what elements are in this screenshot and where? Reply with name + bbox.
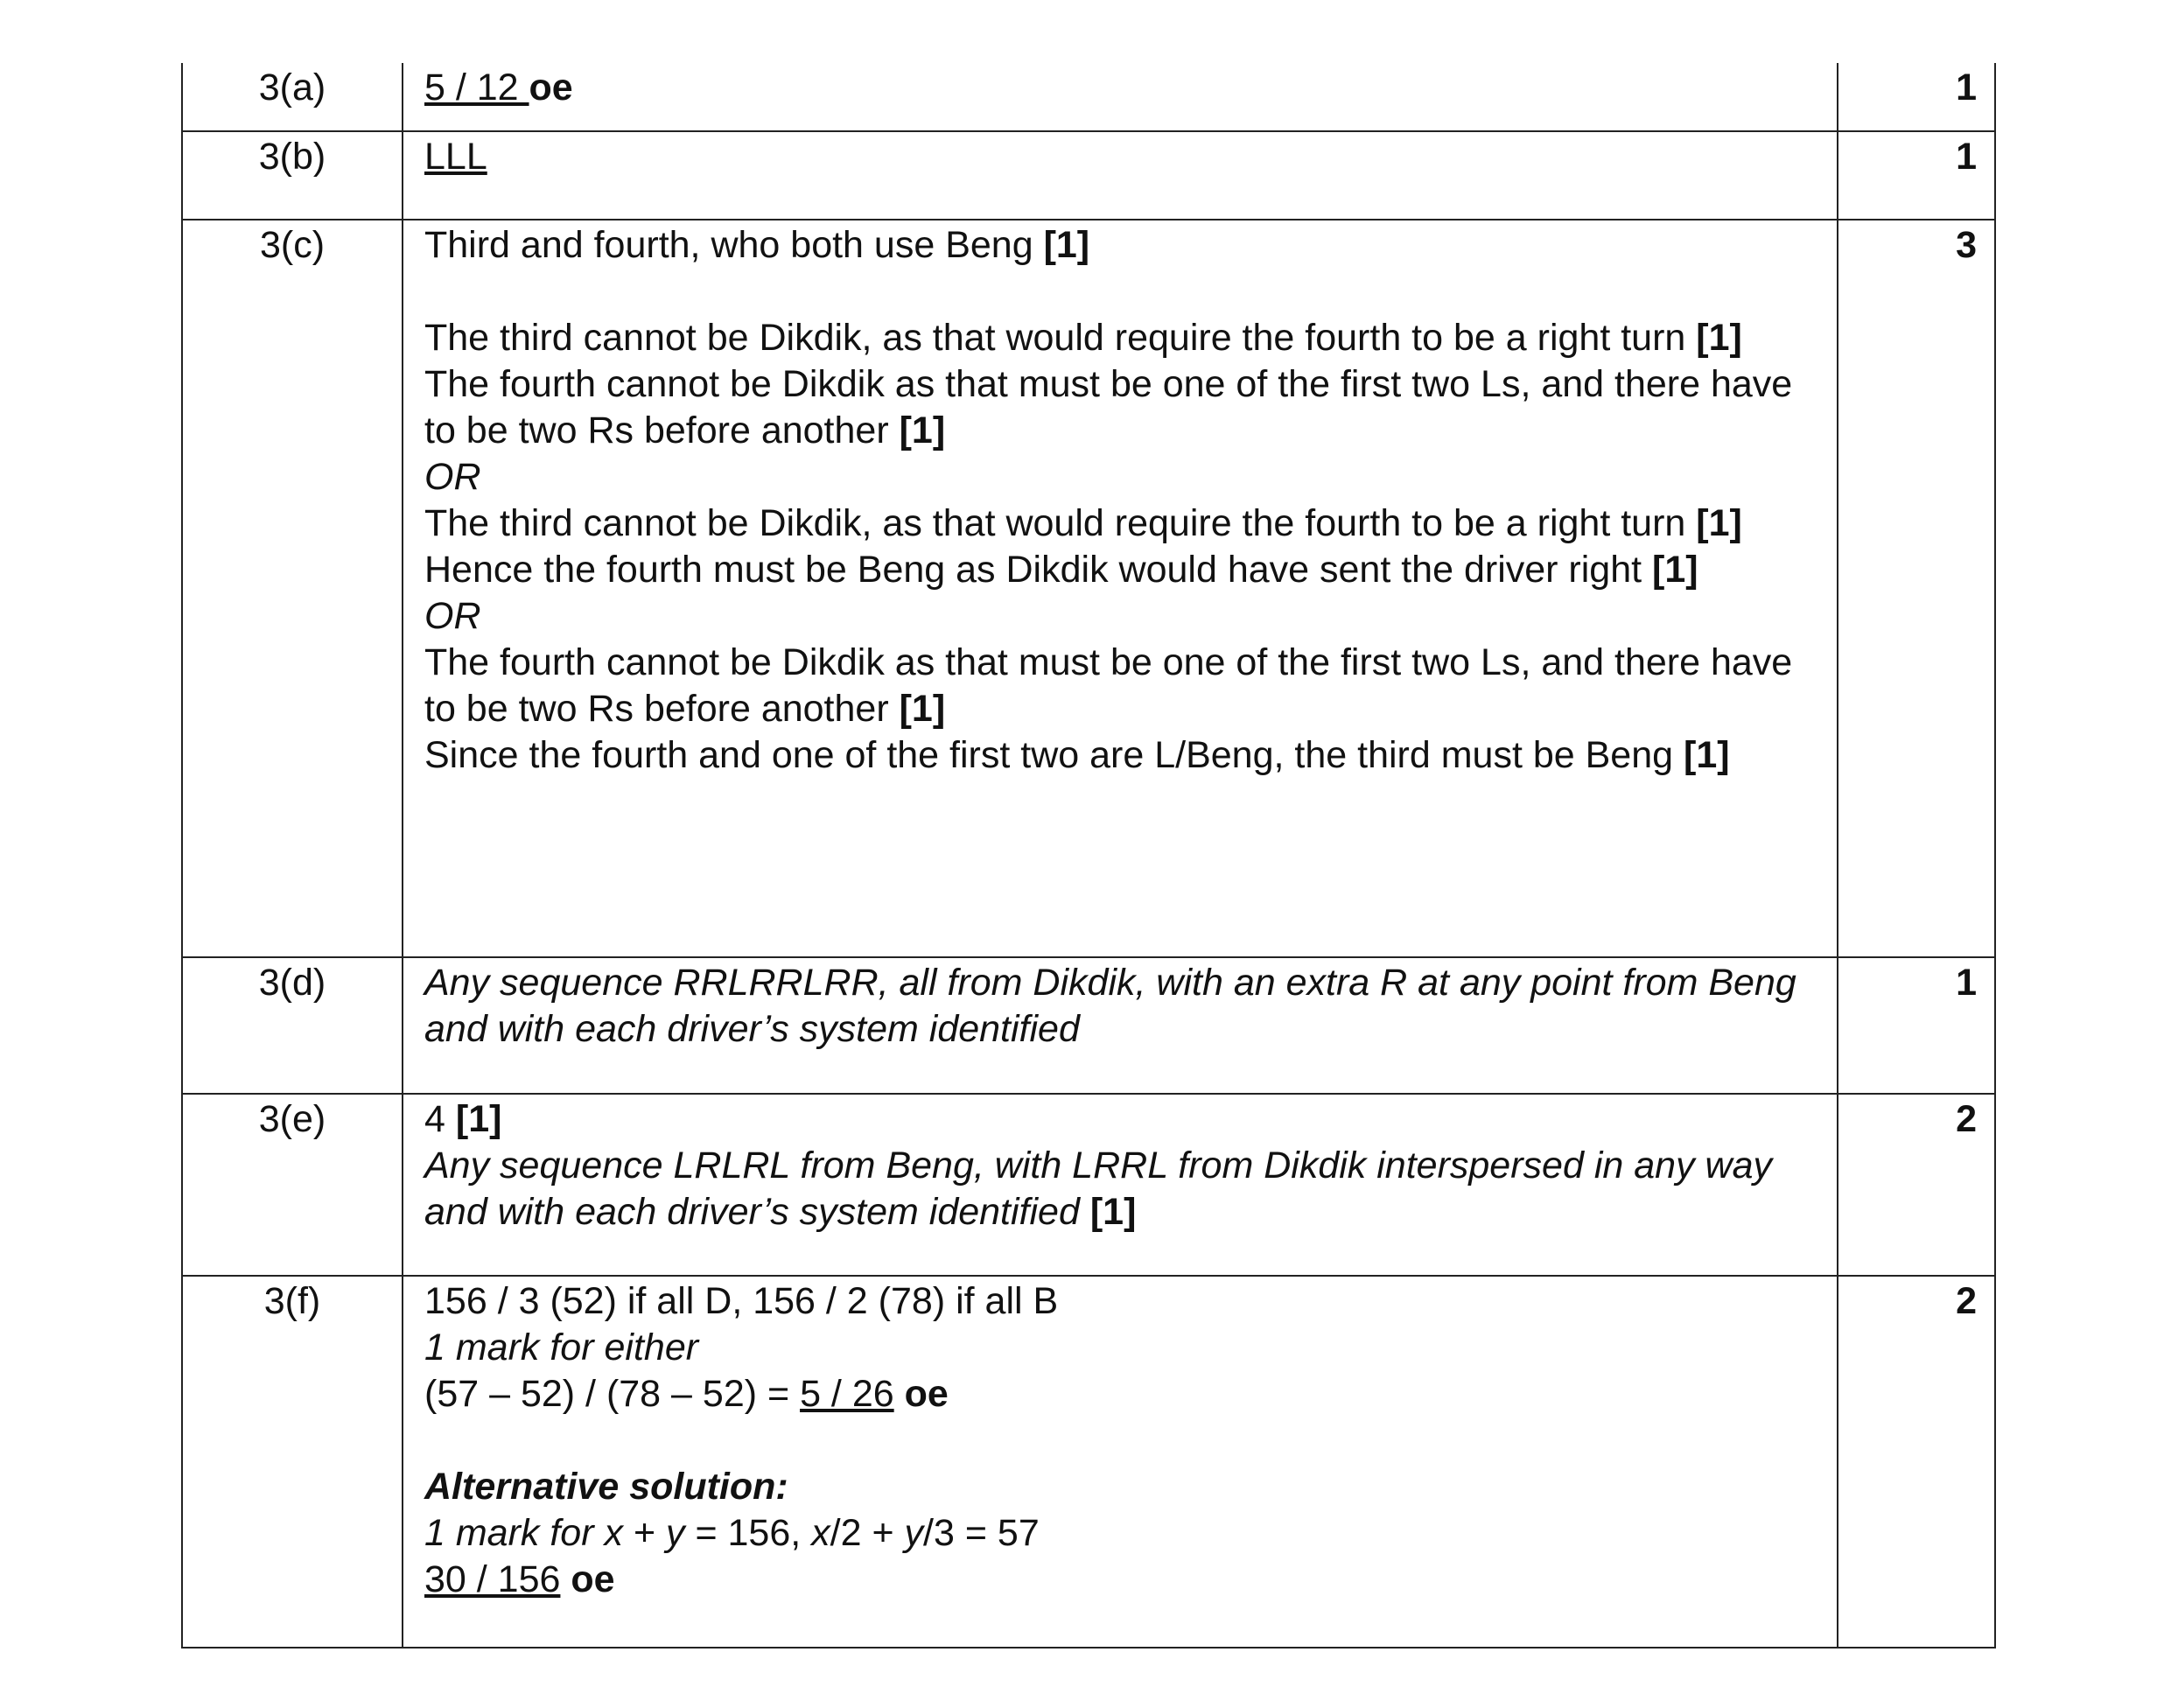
answer-line: The third cannot be Dikdik, as that would require the fourth to be a right turn [1]	[424, 317, 1742, 359]
or-separator: OR	[424, 595, 481, 637]
question-number: 3(a)	[182, 63, 403, 131]
marks-cell: 1	[1838, 957, 1995, 1094]
answer-line: Since the fourth and one of the first two are L/Beng, the third must be Beng [1]	[424, 734, 1730, 776]
answer-line: 1 mark for x + y = 156, x/2 + y/3 = 57	[424, 1512, 1040, 1554]
answer-cell	[403, 1276, 1838, 1648]
answer-line: 4 [1]	[424, 1098, 502, 1140]
answer-cell	[403, 1094, 1838, 1276]
answer-line: 1 mark for either	[424, 1326, 699, 1368]
table-row	[182, 131, 1995, 220]
table-row	[182, 957, 1995, 1094]
answer-cell	[403, 957, 1838, 1094]
marks-cell: 2	[1838, 1276, 1995, 1648]
table-row	[182, 1094, 1995, 1276]
answer-line: The third cannot be Dikdik, as that would require the fourth to be a right turn [1]	[424, 502, 1742, 544]
question-number: 3(d)	[182, 957, 403, 1094]
marks-cell: 2	[1838, 1094, 1995, 1276]
answer-oe: oe	[529, 66, 573, 108]
question-number: 3(c)	[182, 220, 403, 957]
answer-line: (57 – 52) / (78 – 52) = 5 / 26 oe	[424, 1373, 949, 1415]
table-row	[182, 63, 1995, 131]
alternative-heading: Alternative solution:	[424, 1466, 788, 1508]
answer-line: 156 / 3 (52) if all D, 156 / 2 (78) if all B	[424, 1280, 1059, 1322]
table-row	[182, 220, 1995, 957]
marks-cell: 3	[1838, 220, 1995, 957]
marks-cell: 1	[1838, 131, 1995, 220]
answer-line: Third and fourth, who both use Beng [1]	[424, 224, 1090, 266]
marks-cell: 1	[1838, 63, 1995, 131]
answer-cell	[403, 220, 1838, 957]
answer-line: Any sequence LRLRL from Beng, with LRRL from Dikdik interspersed in any way and with each driver’s system identified [1]	[424, 1144, 1772, 1233]
or-separator: OR	[424, 456, 481, 498]
answer-line: Hence the fourth must be Beng as Dikdik would have sent the driver right [1]	[424, 549, 1698, 591]
table-row	[182, 1276, 1995, 1648]
answer-cell	[403, 131, 1838, 220]
question-number: 3(e)	[182, 1094, 403, 1276]
mark-scheme-table	[181, 63, 1996, 1648]
question-number: 3(b)	[182, 131, 403, 220]
answer-line: The fourth cannot be Dikdik as that must be one of the first two Ls, and there have to be two Rs before another [1]	[424, 363, 1793, 452]
question-number: 3(f)	[182, 1276, 403, 1648]
answer-underlined: LLL	[424, 136, 487, 178]
answer-line: The fourth cannot be Dikdik as that must be one of the first two Ls, and there have to be two Rs before another [1]	[424, 641, 1793, 730]
answer-underlined: 5 / 12	[424, 66, 529, 108]
answer-cell	[403, 63, 1838, 131]
answer-italic: Any sequence RRLRRLRR, all from Dikdik, with an extra R at any point from Beng and with each driver’s system identified	[424, 962, 1796, 1050]
answer-line: 30 / 156 oe	[424, 1558, 615, 1600]
